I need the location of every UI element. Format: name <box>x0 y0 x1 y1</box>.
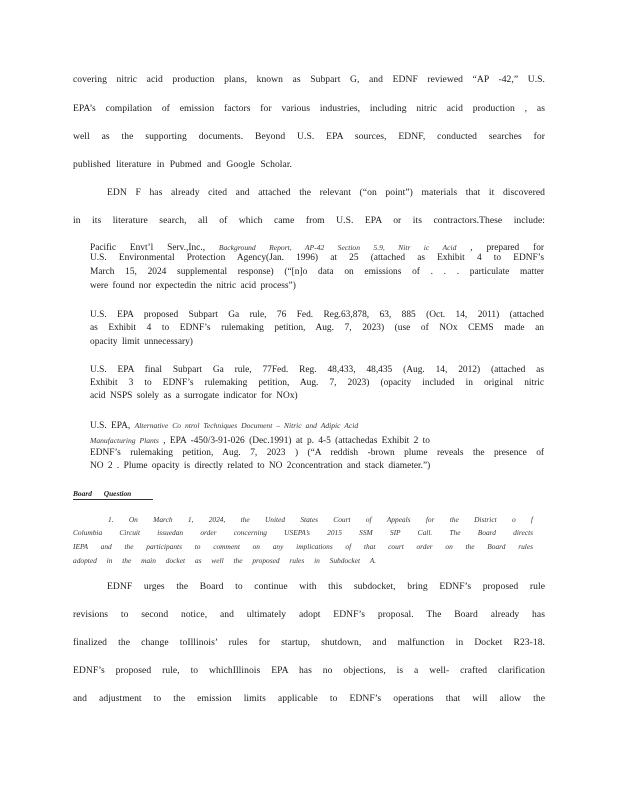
bullet-line <box>90 420 544 432</box>
question-line: IEPA and the participants to comment on any implications of that court order on the Board rules <box>73 542 533 551</box>
bullet-line: U.S. Environmental Protection Agency(Jan. 1996) at 25 (attached as Exhibit 4 to EDNF’s <box>90 253 544 263</box>
paragraph-line: EDN F has already cited and attached the relevant (“on point”) materials that it discovered <box>107 187 545 198</box>
bullet-line <box>90 435 544 447</box>
section-heading: Board Question <box>73 489 132 498</box>
citation-title: Background Report, AP-42 Section 5.9, Nitr ic Acid <box>218 243 457 252</box>
citation-text: , EPA -450/3-91-026 (Dec.1991) at p. 4-5 (attachedas Exhibit 2 to <box>163 436 430 446</box>
bullet-line: as Exhibit 4 to EDNF’s rulemaking petition, Aug. 7, 2023) (use of NOx CEMS made an <box>90 323 544 333</box>
question-line: 1. On March 1, 2024, the United States Court of Appeals for the District o f <box>108 515 533 524</box>
bullet-line: March 15, 2024 supplemental response) (“[n]o data on emissions of . . . particulate matter <box>90 267 544 277</box>
citation-title: Manufacturing Plants <box>90 436 159 445</box>
bullet-line: U.S. EPA proposed Subpart Ga rule, 76 Fed. Reg.63,878, 63, 885 (Oct. 14, 2011) (attached <box>90 310 544 320</box>
citation-author: Pacific Envt’l Serv.,Inc., <box>90 243 206 253</box>
question-line: Columbia Circuit issuedan order concerning USEPA’s 2015 SSM SIP Call. The Board directs <box>73 528 533 537</box>
paragraph-line: covering nitric acid production plans, known as Subpart G, and EDNF reviewed “AP -42,” U.S. <box>73 74 545 85</box>
bullet-line: acid NSPS solely as a surrogate indicator for NOx) <box>90 391 298 401</box>
paragraph-line: EPA’s compilation of emission factors for various industries, including nitric acid production , as <box>73 103 545 114</box>
paragraph-line: published literature in Pubmed and Google Scholar. <box>73 159 292 170</box>
bullet-line: U.S. EPA final Subpart Ga rule, 77Fed. Reg. 48,433, 48,435 (Aug. 14, 2012) (attached as <box>90 365 544 375</box>
bullet-line: EDNF’s rulemaking petition, Aug. 7, 2023 ) (“A reddish -brown plume reveals the presence of <box>90 448 544 458</box>
paragraph-line: in its literature search, all of which came from U.S. EPA or its contractors.These include: <box>73 215 545 226</box>
citation-author: U.S. EPA, <box>90 421 131 431</box>
paragraph-line: and adjustment to the emission limits applicable to EDNF’s operations that will allow the <box>73 693 545 704</box>
paragraph-line: revisions to second notice, and ultimately adopt EDNF’s proposal. The Board already has <box>73 609 545 620</box>
citation-title: Alternative Co ntrol Techniques Document – Nitric and Adipic Acid <box>134 421 359 430</box>
bullet-line: NO 2 . Plume opacity is directly related to NO 2concentration and stack diameter.”) <box>90 461 431 471</box>
bullet-line: opacity limit unnecessary) <box>90 337 193 347</box>
bullet-line: Exhibit 3 to EDNF’s rulemaking petition, Aug. 7, 2023) (opacity included in original nitric <box>90 378 544 388</box>
paragraph-line: finalized the change toIllinois’ rules for startup, shutdown, and malfunction in Docket R23-18. <box>73 637 545 648</box>
citation-text: , prepared for <box>470 243 544 253</box>
question-line: adopted in the main docket as well the proposed rules in Subdocket A. <box>73 556 377 565</box>
heading-underline <box>73 499 153 500</box>
bullet-line: were found nor expectedin the nitric acid process”) <box>90 281 296 291</box>
paragraph-line: well as the supporting documents. Beyond U.S. EPA sources, EDNF, conducted searches for <box>73 131 545 142</box>
paragraph-line: EDNF urges the Board to continue with this subdocket, bring EDNF’s proposed rule <box>107 581 545 592</box>
paragraph-line: EDNF’s proposed rule, to whichIllinois EPA has no objections, is a well- crafted clarification <box>73 665 545 676</box>
